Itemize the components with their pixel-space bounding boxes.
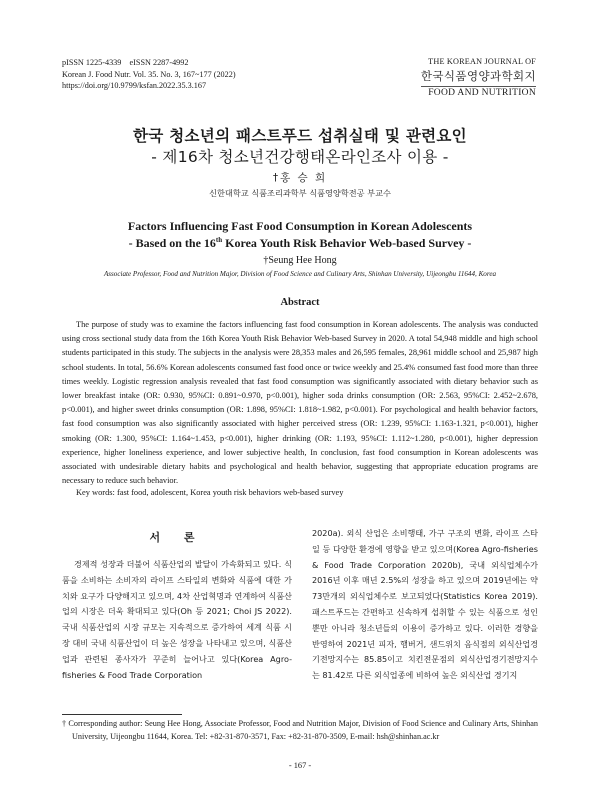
- journal-name-eng-bottom: FOOD AND NUTRITION: [421, 86, 536, 98]
- footnote-divider: [62, 714, 182, 715]
- citation-block: [62, 57, 236, 92]
- english-subtitle: - Based on the 16th Korea Youth Risk Behavior Web-based Survey -: [128, 236, 472, 250]
- section-heading-introduction: 서 론: [149, 531, 205, 544]
- abstract-heading: Abstract: [280, 297, 320, 308]
- author-english: †Seung Hee Hong: [263, 255, 337, 266]
- journal-logo: [421, 57, 536, 98]
- journal-name-eng-top: THE KOREAN JOURNAL OF: [428, 57, 536, 66]
- keywords: Key words: fast food, adolescent, Korea youth risk behaviors web-based survey: [76, 488, 344, 497]
- korean-subtitle: - 제16차 청소년건강행태온라인조사 이용 -: [151, 148, 449, 166]
- page-number: - 167 -: [288, 761, 312, 770]
- doi-link[interactable]: https://doi.org/10.9799/ksfan.2022.35.3.167: [62, 81, 207, 90]
- affiliation-english: Associate Professor, Food and Nutrition Major, Division of Food Science and Culinary Arts, Shinhan University, Uijeongbu 11644, Korea: [103, 270, 497, 278]
- body-column-right: 2020a). 외식 산업은 소비행태, 가구 구조의 변화, 라이프 스타일 등 다양한 환경에 영향을 받고 있으며(Korea Agro-fisheries & Food Trade Corporation 2020b), 국내 외식업체수가 2016년 이후 매년 2.5%의 성장을 하고 있으며 2019년에는 약 73만개의 외식업체수로 보고되었다(Statistics Korea 2019). 패스트푸드는 간편하고 신속하게 섭취할 수 있는 식품으로 성인 뿐만 아니라 청소년들의 이용이 증가하고 있다. 이러한 경향을 반영하여 2021년 피자, 햄버거, 샌드위치 음식점의 외식산업경기전망지수는 85.85이고 치킨전문점의 외식산업경기전망지수는 81.42로 다른 외식업종에 비하여 높은 외식산업 경기지: [312, 528, 538, 681]
- footnote-text: † Corresponding author: Seung Hee Hong, Associate Professor, Food and Nutrition Major, Division of Food Science and Culinary Arts, Shinhan University, Uijeongbu 11644, Korea. Tel: +82-31-870-3571, Fax: +82-31-870-3509, E-mail: hsh@shinhan.ac.kr: [62, 719, 538, 741]
- abstract-text: The purpose of study was to examine the factors influencing fast food consumption in Korean adolescents. The analysis was conducted using cross sectional study data from the 16th Korea Youth Risk Behavior Web-based Survey in 2020. A total 54,948 middle and high school students participated in this study. The subjects in the analysis were 28,353 males and 26,595 females, 28,961 middle school and 25,987 high school students. In total, 56.6% Korean adolescents consumed fast food once or twice weekly and 25.4% consumed fast food more than three times weekly. Logistic regression analysis revealed that fast food consumption was significantly associated with dietary behavior such as lower breakfast intake (OR: 0.930, 95%CI: 0.891~0.970, p<0.001), higher soda drinks consumption (OR: 2.563, 95%CI: 2.452~2.678, p<0.001), and higher sweet drinks consumption (OR: 1.898, 95%CI: 1.818~1.982, p<0.001). For psychological and health behavior factors, fast food consumption was also significantly associated with higher perceived stress (OR: 1.239, 95%CI: 1.163-1.321, p<0.001), higher smoking (OR: 1.300, 95%CI: 1.164~1.453, p<0.001), higher drinking (OR: 1.193, 95%CI: 1.112~1.280, p<0.001), higher depression experience, higher loneliness experience, and lower subjective health, In conclusion, fast food consumption in Korean adolescents was associated with undesirable dietary habits and psychological and health behavior, suggesting that appropriate education programs are necessary to reduce such behavior.: [62, 320, 538, 486]
- citation-line: Korean J. Food Nutr. Vol. 35. No. 3, 167~177 (2022): [62, 69, 236, 79]
- affiliation-korean: 신한대학교 식품조리과학부 식품영양학전공 부교수: [209, 188, 391, 198]
- journal-name-korean: 한국식품영양과학회지: [420, 69, 536, 83]
- corresponding-author-footnote: [62, 717, 538, 743]
- english-title: Factors Influencing Fast Food Consumption in Korean Adolescents: [127, 219, 473, 233]
- korean-title: 한국 청소년의 패스트푸드 섭취실태 및 관련요인: [133, 127, 467, 145]
- author-korean: †홍 승 희: [272, 172, 328, 184]
- issn-line: pISSN 1225-4339 eISSN 2287-4992: [62, 58, 189, 67]
- body-column-left: 경제적 성장과 더불어 식품산업의 발달이 가속화되고 있다. 식품을 소비하는 소비자의 라이프 스타일의 변화와 식품에 대한 가치와 요구가 다양해지고 있으며, 4차 산업혁명과 연계하여 식품산업의 시장은 더욱 확대되고 있다(Oh 등 2021; Choi JS 2022). 국내 식품산업의 시장 규모는 지속적으로 증가하여 세계 식품 시장 대비 국내 식품산업이 더 높은 성장을 나타내고 있으며, 식품산업과 관련된 종사자가 꾸준히 늘어나고 있다(Korea Agro-fisheries & Food Trade Corporation: [62, 559, 292, 680]
